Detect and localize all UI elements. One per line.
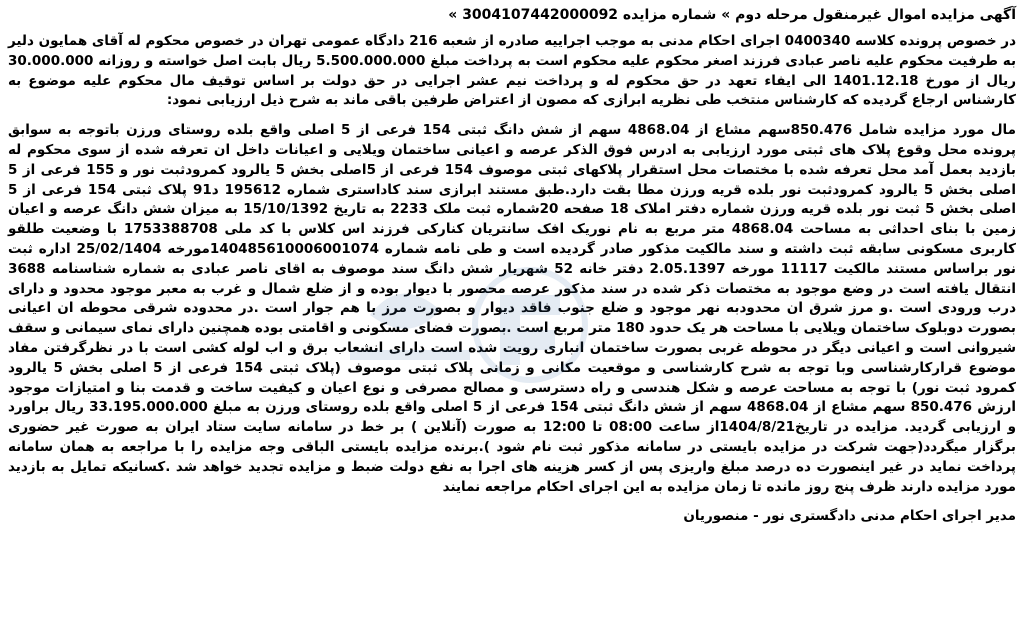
notice-paragraph-intro: در خصوص پرونده کلاسه 0400340 اجرای احکام مدنی به موجب اجراییه صادره از شعبه 216 دادگاه عمومی تهران در خصوص محکوم له آقای همایون دلیر به طرفیت محکوم علیه ناصر عبادی فرزند اصغر محکوم علیه محکوم است به پرداخت مبلغ 5.500.000.000 ریال بابت اصل خواسته و روزانه 30.000.000 ریال از مورخ 1401.12.18 الی ایفاء تعهد در حق محکوم له و پرداخت نیم عشر اجرایی در حق دولت بر اساس توقیف مال محکوم علیه موضوع به کارشناس ارجاع گردیده که کارشناس منتخب طی نظریه ابرازی که مصون از اعتراض طرفین باقی ماند به شرح ذیل ارزیابی نمود: xyxy=(8,33,1017,109)
notice-signature: مدیر اجرای احکام مدنی دادگستری نور - منصوریان xyxy=(683,508,1016,525)
notice-paragraph-details: مال مورد مزایده شامل 850.476سهم مشاع از 4868.04 سهم از شش دانگ ثبتی 154 فرعی از 5 اصلی واقع بلده روستای ورزن باتوجه به سوابق پرونده محل وقوع پلاک های ثبتی مورد ارزیابی به ادرس فوق الذکر عرصه و اعیانی ساختمان ویلایی و اعیانات داخل ان تعرفه شده از سوی محکوم له بازدید بعمل آمد محل تعرفه شده با مختصات محل استقرار پلاکهای ثبتی موصوف 154 فرعی از 5اصلی بخش 5 یالرود کمرودثبت نور و 155 فرعی از 5 اصلی بخش 5 یالرود کمرودثبت نور بلده قریه ورزن مطا بقت دارد.طبق مستند ابرازی سند کاداستری شماره 195612 د91 پلاک ثبتی 154 فرعی از 5 اصلی بخش 5 ثبت نور بلده قریه ورزن شماره دفتر املاک 18 صفحه 20شماره ثبت ملک 2233 به تاریخ 15/10/1392 به میزان شش دانگ عرصه و اعیان زمین با بنای احداثی به مساحت 4868.04 متر مربع به نام نوریک افک سانتریان کنارکی فرزند اس کلاس با کد ملی 1753388708 با وضعیت طلقو کاربری مسکونی سابقه ثبت داشته و سند مالکیت مذکور صادر گردیده است و طی نامه شماره 140485610006001074مورخه 25/02/1404 اداره ثبت نور براساس مستند مالکیت 11117 مورخه 2.05.1397 دفتر خانه 52 شهریار شش دانگ سند موصوف به اقای ناصر عبادی به شماره شناسنامه 3688 انتقال یافته است در وضع موجود به مختصات ذکر شده در سند مذکور عرصه محصور با دیوار بوده و از ضلع شمال و غرب به معبر موجود محدود و دارای درب ورودی است .و مرز شرق ان محدودبه نهر موجود و ضلع جنوب فاقد دیوار و بصورت مرز با هم جوار است .در محدوده شرقی محوطه ان اعیانی بصورت دوبلوک ساختمان ویلایی با مساحت هر یک حدود 180 متر مربع است .بصورت فضای مسکونی و اقامتی بوده همچنین دارای نمای سیمانی و سقف شیروانی است و اعیانی دیگر در محوطه غربی بصورت ساختمان انباری رویت شده است دارای انشعاب برق و اب لوله کشی است با در نظرگرفتن مفاد موضوع قرارکارشناسی وبا توجه به شرح کارشناسی و موقعیت مکانی و زمانی پلاک ثبتی موصوف (پلاک ثبتی 154 فرعی از 5 اصلی بخش 5 یالرود کمرود ثبت نور) با توجه به مساحت عرصه و شکل هندسی و راه دسترسی و مصالح مصرفی و نوع اعیان و کیفیت ساخت و قدمت بنا و امتیازات موجود ارزش 850.476 سهم مشاع از 4868.04 سهم از شش دانگ ثبتی 154 فرعی از 5 اصلی واقع بلده روستای ورزن به مبلغ 33.195.000.000 ریال براورد و ارزیابی گردید. مزایده در تاریخ1404/8/21از ساعت 08:00 تا 12:00 به صورت (آنلاین ) بر خط در سامانه سایت ستاد ایران به صورت غیر حضوری برگزار میگردد(جهت شرکت در مزایده بایستی در سامانه مذکور ثبت نام شود ).برنده مزایده بایستی الباقی وجه مزایده را با مراجعه به همان سامانه پرداخت نماید در غیر اینصورت ده درصد مبلغ واریزی پس از کسر هزینه های اجرا به نفع دولت ضبط و مزایده تجدید خواهد شد .کسانیکه تمایل به بازدید مورد مزایده دارند ظرف پنج روز مانده تا زمان مزایده به این اجرای احکام مراجعه نمایند xyxy=(8,122,1017,495)
notice-title: آگهی مزایده اموال غیرمنقول مرحله دوم » شماره مزایده 3004107442000092 » xyxy=(448,7,1016,23)
auction-notice xyxy=(8,4,1016,627)
